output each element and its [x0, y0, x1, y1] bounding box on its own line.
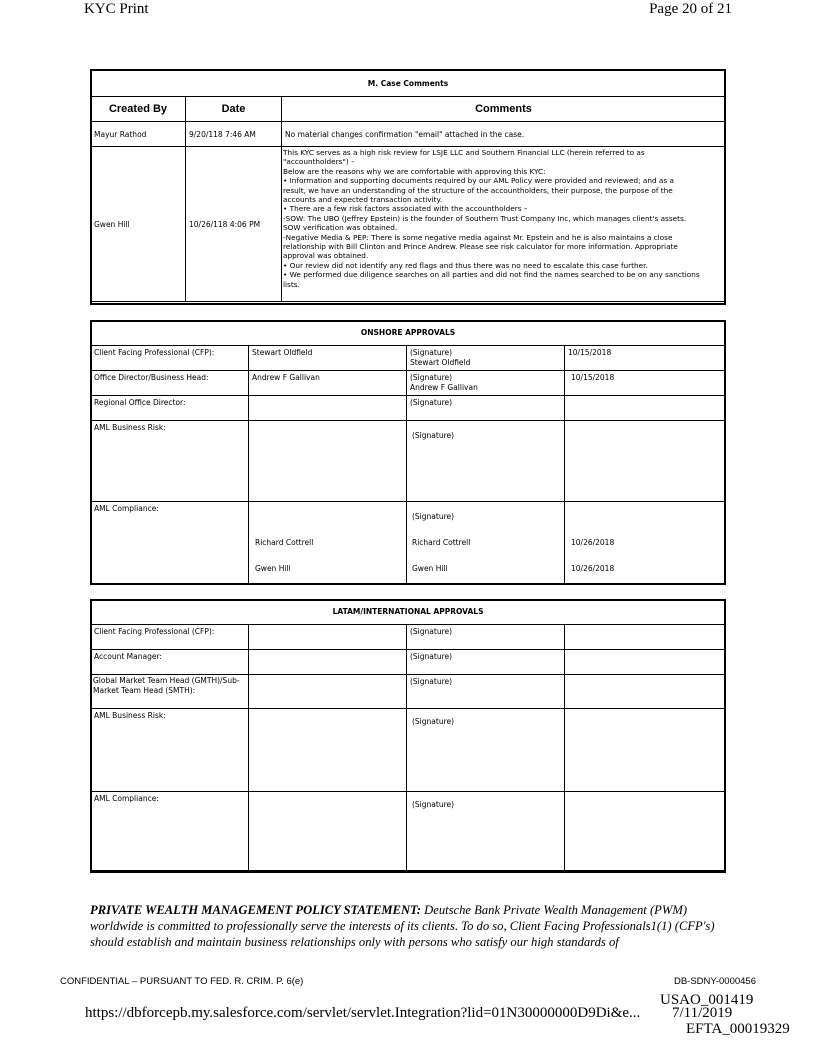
approval-role: Regional Office Director:: [91, 396, 249, 421]
approval-date: [565, 396, 726, 421]
policy-statement: [90, 902, 730, 950]
bates-number: DB-SDNY-0000456: [673, 976, 756, 987]
signature-name: Stewart Oldfield: [410, 358, 471, 367]
comment-line: "accountholders") –: [283, 157, 355, 167]
latam-title: LATAM/INTERNATIONAL APPROVALS: [91, 600, 726, 625]
comment-line: -Negative Media & PEP: There is some negative media against Mr. Epstein and he is also maintains a close: [283, 232, 673, 242]
comment-line: • We performed due diligence searches on all parties and did not find the names searched to be on any sanctions: [283, 270, 700, 280]
approval-dates: [565, 502, 726, 584]
approval-date: 10/26/2018: [571, 538, 615, 547]
onshore-title: ONSHORE APPROVALS: [91, 321, 726, 346]
policy-heading: PRIVATE WEALTH MANAGEMENT POLICY STATEMENT:: [90, 903, 421, 917]
source-url: https://dbforcepb.my.salesforce.com/servlet/servlet.Integration?lid=01N30000000D9Di&e...: [85, 1005, 641, 1021]
comment-line: Below are the reasons why we are comfortable with approving this KYC:: [283, 166, 546, 176]
signature-name: Andrew F Gallivan: [410, 383, 478, 392]
table-row: [91, 147, 726, 302]
approval-date: 10/15/2018: [565, 346, 726, 371]
approval-date: [565, 792, 726, 873]
signature-label: (Signature): [410, 398, 453, 407]
approval-role: AML Compliance:: [91, 502, 249, 584]
approver-name: Stewart Oldfield: [249, 346, 407, 371]
comment-line: accounts and expected transaction activity.: [283, 195, 443, 205]
comment-line: relationship with Bill Clinton and Prince Andrew. Please see risk calculator for more information. Appropriate: [283, 242, 678, 252]
approval-date: 10/26/2018: [571, 564, 615, 573]
approval-role: AML Compliance:: [91, 792, 249, 873]
signature-cell: [407, 346, 565, 371]
approval-date: 10/15/2018: [565, 371, 726, 396]
table-row: [91, 122, 726, 147]
approver-name: [249, 421, 407, 502]
table-row: [91, 792, 726, 873]
signature-name: Gwen Hill: [412, 564, 448, 573]
col-comments: Comments: [282, 97, 726, 122]
signature-label: (Signature): [410, 348, 453, 357]
signature-label: (Signature): [407, 675, 565, 709]
comment-line: -SOW: The UBO (Jeffrey Epstein) is the founder of Southern Trust Company Inc, which manages client's assets.: [283, 213, 687, 223]
approver-name: [249, 675, 407, 709]
signature-cell: [407, 502, 565, 584]
comment-author: Gwen Hill: [91, 147, 186, 302]
comment-text: [282, 147, 726, 302]
approval-date: [565, 650, 726, 675]
comment-date: 10/26/118 4:06 PM: [186, 147, 282, 302]
signature-label: (Signature): [412, 431, 455, 440]
approver-name: [249, 792, 407, 873]
approval-date: [565, 421, 726, 502]
comment-line: • There are a few risk factors associated with the accountholders –: [283, 204, 528, 214]
case-comments-table: [90, 69, 726, 302]
col-created-by: Created By: [91, 97, 186, 122]
usao-stamp: USAO_001419: [660, 992, 754, 1008]
approver-name: [249, 650, 407, 675]
table-row: [91, 625, 726, 650]
approver-name: [249, 709, 407, 792]
approval-role: Global Market Team Head (GMTH)/Sub-Market Team Head (SMTH):: [91, 675, 249, 709]
approver-name: Gwen Hill: [255, 564, 291, 573]
signature-cell: [407, 371, 565, 396]
comment-author: Mayur Rathod: [91, 122, 186, 147]
signature-label: (Signature): [410, 373, 453, 382]
table-row: [91, 421, 726, 502]
signature-label: (Signature): [407, 625, 565, 650]
approval-role: Client Facing Professional (CFP):: [91, 346, 249, 371]
approval-date: [565, 675, 726, 709]
approval-role: AML Business Risk:: [91, 709, 249, 792]
comment-line: result, we have an understanding of the structure of the accountholders, their purpose, the purpose of the: [283, 185, 673, 195]
policy-text: Deutsche Bank Private Wealth Management (PWM) worldwide is committed to professionally serve the interests of its clients. To do so, Client Facing Professionals1(1) (CFP's) should establish and maintain business relationships only with persons who satisfy our high standards of: [90, 903, 715, 949]
print-title: KYC Print: [84, 1, 149, 17]
signature-cell: [407, 396, 565, 421]
approval-date: [565, 625, 726, 650]
page-number: Page 20 of 21: [649, 1, 732, 17]
signature-label: (Signature): [412, 512, 455, 521]
signature-label: (Signature): [407, 792, 565, 873]
comment-line: • Our review did not identify any red flags and thus there was no need to escalate this case further.: [283, 260, 648, 270]
comment-line: SOW verification was obtained.: [283, 223, 398, 233]
signature-label: (Signature): [407, 709, 565, 792]
approval-role: Client Facing Professional (CFP):: [91, 625, 249, 650]
case-comments-title: M. Case Comments: [91, 70, 726, 97]
signature-cell: [407, 421, 565, 502]
comment-text: No material changes confirmation "email" attached in the case.: [282, 122, 726, 147]
comment-line: This KYC serves as a high risk review for LSJE LLC and Southern Financial LLC (herein referred to as: [283, 148, 645, 157]
table-row: [91, 502, 726, 584]
comment-line: • Information and supporting documents required by our AML Policy were provided and reviewed; and as a: [283, 176, 674, 186]
approval-date: [565, 709, 726, 792]
signature-label: (Signature): [407, 650, 565, 675]
approver-name: [249, 396, 407, 421]
approver-name: [249, 625, 407, 650]
approval-role: AML Business Risk:: [91, 421, 249, 502]
efta-stamp: EFTA_00019329: [686, 1021, 790, 1037]
approval-role: Office Director/Business Head:: [91, 371, 249, 396]
table-row: [91, 371, 726, 396]
table-row: [91, 396, 726, 421]
approver-name: Andrew F Gallivan: [249, 371, 407, 396]
confidential-notice: CONFIDENTIAL – PURSUANT TO FED. R. CRIM. P. 6(e): [60, 976, 304, 987]
print-date: 7/11/2019: [672, 1005, 733, 1021]
approval-role: Account Manager:: [91, 650, 249, 675]
col-date: Date: [186, 97, 282, 122]
latam-approvals-table: [90, 599, 726, 873]
signature-name: Richard Cottrell: [412, 538, 471, 547]
table-row: [91, 346, 726, 371]
table-row: [91, 709, 726, 792]
comment-date: 9/20/118 7:46 AM: [186, 122, 282, 147]
table-row: [91, 675, 726, 709]
comment-line: approval was obtained.: [283, 251, 369, 261]
onshore-approvals-table: [90, 320, 726, 584]
approver-name: Richard Cottrell: [255, 538, 314, 547]
approver-names: [249, 502, 407, 584]
comment-line: lists.: [283, 279, 300, 289]
table-row: [91, 650, 726, 675]
